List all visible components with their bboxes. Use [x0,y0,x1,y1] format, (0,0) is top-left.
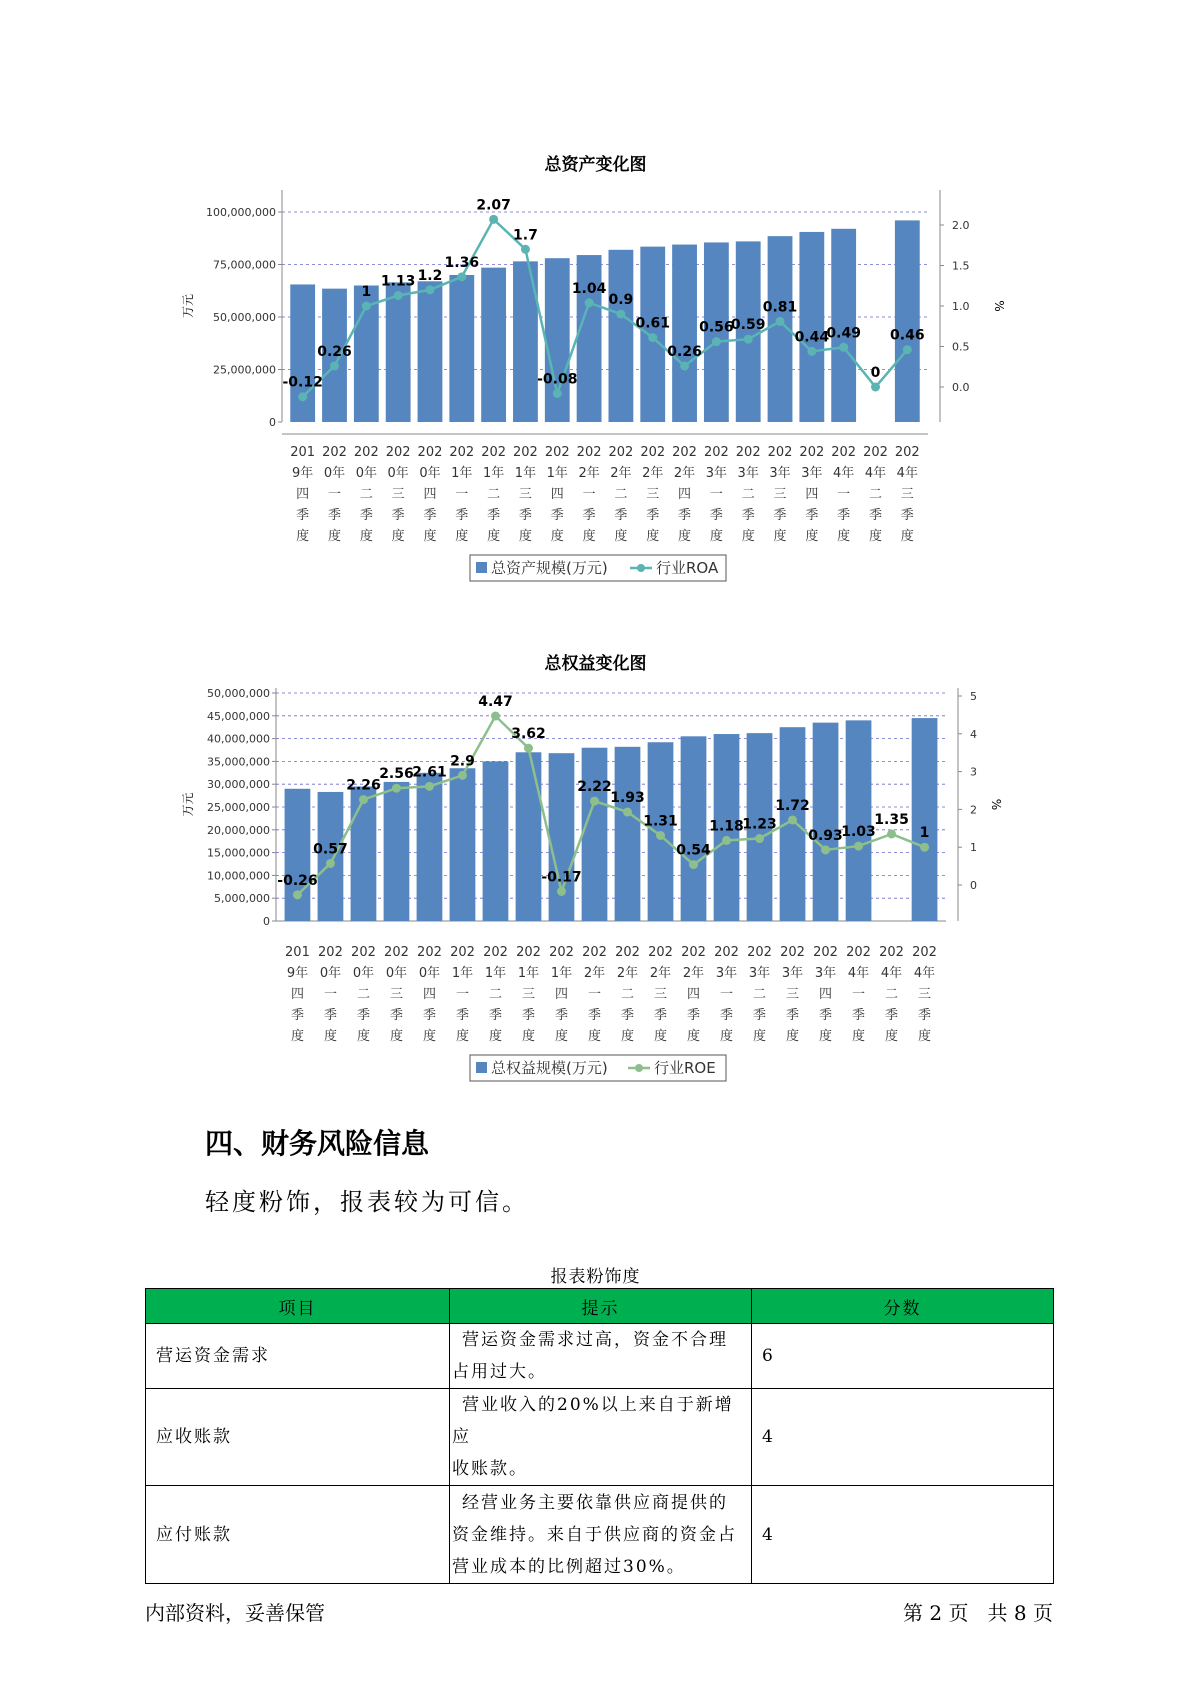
x-tick-label: 202 0年一季度 [318,945,343,1044]
data-label: 1.35 [874,811,909,828]
data-label: 1.31 [643,813,678,830]
y-tick-label: 15,000,000 [207,846,270,860]
line-point [854,842,863,851]
row-hint-line: 占用过大。 [452,1362,547,1382]
legend-line-label: 行业ROE [654,1059,716,1077]
data-label: 0.57 [313,841,348,858]
x-tick-label: 202 1年二季度 [481,445,507,544]
line-point [524,744,533,753]
y2-axis-label: % [992,300,1006,312]
line-point [887,829,896,838]
y-tick-label: 5,000,000 [214,892,270,906]
y-axis-label: 万元 [181,293,195,319]
data-label: 2.26 [346,777,381,794]
y2-axis-label: % [989,798,1003,811]
line-point [458,771,467,780]
line-point [623,808,632,817]
data-label: 0.59 [730,317,766,334]
section-heading: 四、财务风险信息 [205,1127,430,1160]
table-header-row [146,1289,1054,1324]
data-label: 1.04 [571,280,607,297]
bar [813,723,839,921]
data-label: -0.26 [277,872,318,889]
y2-tick-label: 4 [970,727,977,741]
x-tick-label: 201 9年四季度 [285,945,310,1044]
data-label: 0.49 [826,325,861,342]
y2-tick-label: 0.5 [952,340,970,354]
y-tick-label: 25,000,000 [213,363,276,377]
x-tick-label: 202 3年四季度 [799,445,825,544]
x-tick-label: 202 1年三季度 [516,945,541,1044]
header-score: 分数 [752,1289,1054,1324]
data-label: 1 [919,825,930,842]
x-tick-label: 202 3年二季度 [747,945,772,1044]
data-label: 0.54 [676,842,711,859]
chart2-title: 总权益变化图 [544,654,647,674]
risk-summary: 轻度粉饰，报表较为可信。 [205,1188,529,1216]
risk-table [145,1288,1054,1584]
data-label: 2.56 [379,766,414,783]
row-score: 4 [752,1486,1054,1584]
x-tick-label: 202 0年二季度 [351,945,376,1044]
bar [417,773,443,921]
x-tick-label: 202 4年三季度 [912,945,937,1044]
footer-page-number: 第 2 页 共 8 页 [903,1601,1053,1625]
y-tick-label: 10,000,000 [207,869,270,883]
bar [846,720,872,921]
y2-tick-label: 0 [970,879,977,892]
row-score: 4 [752,1389,1054,1486]
x-tick-label: 202 1年一季度 [450,945,475,1044]
chart1-title: 总资产变化图 [544,155,647,175]
data-label: 1.72 [775,797,810,814]
data-label: 0.81 [762,299,798,316]
x-tick-label: 202 4年一季度 [846,945,871,1044]
data-label: 2.22 [577,779,612,796]
x-tick-label: 202 4年二季度 [879,945,904,1044]
line-point [755,834,764,843]
legend-bar-swatch [476,1062,487,1073]
data-label: 0.44 [794,329,830,346]
data-label: 0.26 [667,343,702,360]
table-row [146,1389,1054,1486]
row-hint-line: 收账款。 [452,1459,528,1479]
row-hint [450,1389,752,1486]
bar [351,786,377,921]
bar [483,761,509,921]
x-tick-label: 202 1年一季度 [449,445,475,544]
data-label: 0.26 [317,343,352,360]
y2-tick-label: 5 [970,690,977,703]
data-label: -0.12 [282,374,323,391]
x-tick-label: 202 3年三季度 [767,445,793,544]
legend-line-marker [635,1064,643,1072]
y2-tick-label: 2 [970,803,977,817]
bar [615,747,641,921]
x-tick-label: 202 2年二季度 [615,945,640,1044]
y2-tick-label: 3 [970,765,977,779]
x-tick-label: 202 4年三季度 [894,445,920,544]
y-tick-label: 35,000,000 [207,755,270,769]
x-tick-label: 202 1年三季度 [513,445,538,544]
x-tick-label: 202 0年三季度 [385,445,411,544]
data-label: 1.7 [513,227,538,244]
y-tick-label: 30,000,000 [207,778,270,792]
row-hint [450,1486,752,1584]
x-tick-label: 202 2年一季度 [582,945,607,1044]
header-hint: 提示 [450,1289,752,1324]
row-hint-line: 资金维持。来自于供应商的资金占 [452,1524,737,1545]
data-label: 0 [870,365,881,381]
data-label: 1.13 [380,273,416,290]
data-label: 1.23 [742,816,777,833]
line-point [392,784,401,793]
line-point [920,843,929,852]
y-tick-label: 50,000,000 [207,687,270,700]
line-point [656,831,665,840]
x-tick-label: 202 0年四季度 [417,945,442,1044]
line-point [491,712,500,721]
x-tick-label: 202 3年二季度 [735,445,761,544]
line-point [359,795,368,804]
y2-tick-label: 1.0 [952,300,970,313]
bar [912,718,938,921]
x-tick-label: 202 0年四季度 [417,445,443,544]
legend-line-label: 行业ROA [656,559,719,577]
data-label: 1.18 [709,818,744,835]
y-tick-label: 0 [263,915,270,928]
header-item: 项目 [146,1289,450,1324]
y2-tick-label: 1 [970,841,977,855]
data-label: -0.17 [541,869,582,886]
data-label: 0.9 [608,292,634,309]
x-tick-label: 202 2年三季度 [648,945,673,1044]
line-point [788,815,797,824]
legend-bar-label: 总资产规模(万元) [491,559,608,577]
line-point [689,860,698,869]
bar [516,752,542,921]
row-hint-line: 营运资金需求过高，资金不合理 [462,1330,728,1350]
bar [384,782,410,921]
x-tick-label: 202 1年四季度 [544,445,570,544]
x-tick-label: 202 2年一季度 [576,445,602,544]
x-tick-label: 202 2年四季度 [672,445,697,544]
x-tick-label: 202 3年一季度 [703,445,729,544]
y-tick-label: 45,000,000 [207,709,270,723]
y2-tick-label: 1.5 [952,259,970,273]
row-item: 应付账款 [146,1486,450,1584]
x-tick-label: 202 3年三季度 [780,945,805,1044]
data-label: 1.2 [417,267,443,284]
bar [681,736,707,921]
row-hint-line: 营业成本的比例超过30%。 [452,1556,686,1577]
y-tick-label: 0 [269,416,276,429]
row-item: 营运资金需求 [146,1324,450,1389]
data-label: 0.56 [699,319,734,336]
y-tick-label: 25,000,000 [207,801,270,814]
x-tick-label: 202 1年四季度 [549,945,574,1044]
data-label: 3.62 [511,726,546,743]
x-tick-label: 202 1年二季度 [483,945,508,1044]
data-label: 4.47 [478,694,513,711]
x-tick-label: 202 4年一季度 [831,445,857,544]
data-label: 2.07 [476,197,511,214]
y-axis-label: 万元 [181,792,195,817]
bar [450,768,476,921]
row-hint-line: 经营业务主要依靠供应商提供的 [462,1492,728,1513]
row-score: 6 [752,1324,1054,1389]
x-tick-label: 202 0年二季度 [353,445,379,544]
y-tick-label: 50,000,000 [213,311,276,324]
y2-tick-label: 2.0 [952,219,970,232]
data-label: -0.08 [537,371,578,388]
table-row [146,1324,1054,1389]
data-label: 1.36 [444,254,480,271]
legend-bar-label: 总权益规模(万元) [491,1059,608,1077]
line-point [590,797,599,806]
row-hint-line: 营业收入的20%以上来自于新增应 [452,1395,734,1447]
data-label: 2.61 [412,764,447,781]
line-point [293,890,302,899]
x-tick-label: 202 3年一季度 [714,945,739,1044]
bar [285,789,311,921]
row-hint [450,1324,752,1389]
y-tick-label: 100,000,000 [206,206,276,219]
line-point [722,836,731,845]
y-tick-label: 20,000,000 [207,823,270,837]
x-tick-label: 202 2年三季度 [640,445,666,544]
bar [582,748,608,921]
data-label: 2.9 [450,753,475,770]
y2-tick-label: 0.0 [952,381,970,394]
data-label: 0.61 [635,315,671,332]
y-tick-label: 75,000,000 [213,258,276,272]
x-tick-label: 202 4年二季度 [863,445,888,544]
line-point [326,859,335,868]
data-label: 0.46 [890,327,925,344]
data-label: 1.03 [841,824,876,841]
footer-confidential: 内部资料，妥善保管 [145,1601,325,1625]
data-label: 1 [361,284,372,300]
line-point [821,845,830,854]
x-tick-label: 202 2年二季度 [608,445,634,544]
x-tick-label: 202 0年一季度 [322,445,347,544]
row-item: 应收账款 [146,1389,450,1486]
table-row [146,1486,1054,1584]
x-tick-label: 202 3年四季度 [813,945,838,1044]
x-tick-label: 202 0年三季度 [384,945,409,1044]
y-tick-label: 40,000,000 [207,732,270,746]
line-point [425,782,434,791]
line-point [557,887,566,896]
x-tick-label: 201 9年四季度 [290,445,316,544]
data-label: 1.93 [610,790,645,807]
table-caption: 报表粉饰度 [550,1267,641,1287]
x-tick-label: 202 2年四季度 [681,945,706,1044]
data-label: 0.93 [808,827,843,844]
